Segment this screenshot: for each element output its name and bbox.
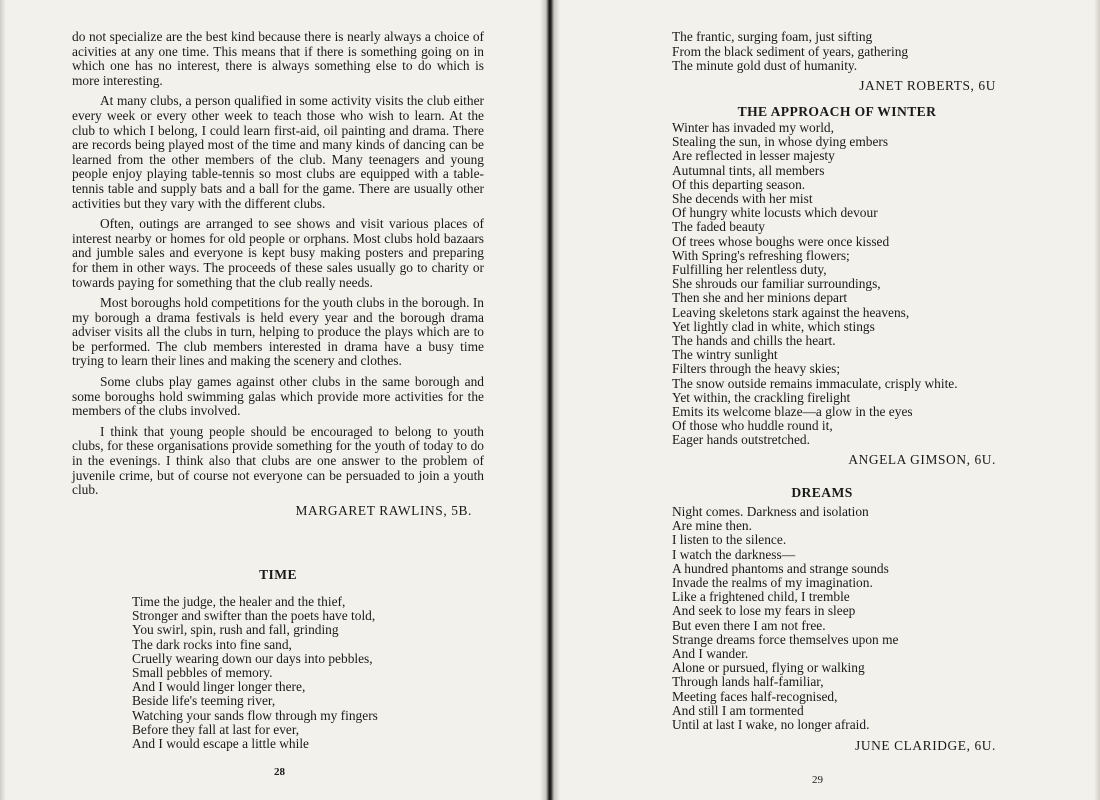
poem-line: A hundred phantoms and strange sounds bbox=[672, 560, 889, 576]
poem-line: Cruelly wearing down our days into pebbles, bbox=[132, 650, 373, 666]
poem-line: Yet within, the crackling firelight bbox=[672, 389, 851, 405]
poem-line: Beside life's teeming river, bbox=[132, 693, 276, 709]
poem-line: Autumnal tints, all members bbox=[672, 162, 825, 178]
poem-line: Stronger and swifter than the poets have told, bbox=[132, 608, 376, 624]
poem-line: Invade the realms of my imagination. bbox=[672, 575, 873, 591]
page-edge-shadow bbox=[0, 0, 6, 800]
poem-line: Of this departing season. bbox=[672, 176, 806, 192]
poem-line: The wintry sunlight bbox=[672, 347, 778, 363]
poem-line: Like a frightened child, I tremble bbox=[672, 589, 850, 605]
poem-approach-of-winter bbox=[672, 121, 1002, 448]
page-number: 29 bbox=[812, 774, 823, 786]
poem-line: Are mine then. bbox=[672, 518, 752, 534]
poem-line: Fulfilling her relentless duty, bbox=[672, 262, 827, 278]
poem-line: Of hungry white locusts which devour bbox=[672, 205, 878, 221]
author-signature: ANGELA GIMSON, 6U. bbox=[848, 452, 996, 467]
book-gutter bbox=[540, 0, 560, 800]
poem-line: The faded beauty bbox=[672, 219, 765, 235]
poem-line: The dark rocks into fine sand, bbox=[132, 636, 292, 652]
page-edge-shadow bbox=[1094, 0, 1100, 800]
essay-continuation bbox=[72, 30, 484, 518]
page-number: 28 bbox=[274, 766, 285, 778]
poem-line: Then she and her minions depart bbox=[672, 290, 848, 306]
poem-line: The frantic, surging foam, just sifting bbox=[672, 29, 873, 44]
poem-line: And still I am tormented bbox=[672, 702, 804, 718]
poem-line: She shrouds our familiar surroundings, bbox=[672, 276, 881, 292]
poem-line: Yet lightly clad in white, which stings bbox=[672, 318, 875, 334]
poem-line: Eager hands outstretched. bbox=[672, 432, 810, 448]
poem-line: Winter has invaded my world, bbox=[672, 120, 834, 135]
poem-line: Night comes. Darkness and isolation bbox=[672, 504, 869, 519]
poem-line: But even there I am not free. bbox=[672, 617, 826, 633]
poem-line: Of those who huddle round it, bbox=[672, 418, 833, 434]
poem-continuation bbox=[672, 30, 1002, 74]
essay-paragraph: do not specialize are the best kind because there is nearly always a choice of acivities at any one time. This means that if there is something going on in which one has no interest, there is always something else to do which is more interesting. bbox=[72, 29, 484, 88]
essay-paragraph: Often, outings are arranged to see shows and visit various places of interest nearby or homes for old people or orphans. Most clubs hold bazaars and jumble sales and everyone is kept busy making posters and preparing for them in other ways. The proceeds of these sales usually go to charity or towards paying for something that the club really needs. bbox=[72, 216, 484, 290]
poem-line: I watch the darkness— bbox=[672, 546, 796, 562]
poem-line: Stealing the sun, in whose dying embers bbox=[672, 134, 889, 150]
poem-line: Before they fall at last for ever, bbox=[132, 721, 300, 737]
poem-line: The hands and chills the heart. bbox=[672, 333, 836, 349]
poem-line: Leaving skeletons stark against the heavens, bbox=[672, 304, 910, 320]
poem-line: And I would linger longer there, bbox=[132, 679, 306, 695]
poem-line: Watching your sands flow through my fingers bbox=[132, 707, 378, 723]
poem-line: The minute gold dust of humanity. bbox=[672, 58, 858, 74]
poem-line: And I would escape a little while bbox=[132, 736, 310, 752]
poem-time bbox=[72, 567, 484, 751]
poem-line: And I wander. bbox=[672, 646, 749, 662]
poem-title: TIME bbox=[259, 567, 297, 582]
poem-line: Emits its welcome blaze—a glow in the eyes bbox=[672, 404, 913, 420]
author-signature: JUNE CLARIDGE, 6U. bbox=[855, 738, 996, 753]
poem-line: Meeting faces half-recognised, bbox=[672, 688, 838, 704]
poem-line: Filters through the heavy skies; bbox=[672, 361, 841, 377]
essay-paragraph: I think that young people should be encouraged to belong to youth clubs, for these organisations provide something for the youth of today to do in the evenings. I think also that clubs are one answer to the problem of juvenile crime, but of course not everyone can be persuaded to join a youth club. bbox=[72, 423, 484, 498]
poem-lines bbox=[132, 595, 484, 751]
poem-line: With Spring's refreshing flowers; bbox=[672, 247, 850, 263]
poem-line: Are reflected in lesser majesty bbox=[672, 148, 835, 164]
poem-line: And seek to lose my fears in sleep bbox=[672, 603, 856, 619]
poem-line: The snow outside remains immaculate, crisply white. bbox=[672, 375, 958, 391]
author-signature: MARGARET RAWLINS, 5B. bbox=[295, 502, 472, 518]
poem-line: Time the judge, the healer and the thief, bbox=[132, 594, 346, 609]
poem-line: You swirl, spin, rush and fall, grinding bbox=[132, 622, 339, 638]
poem-line: Strange dreams force themselves upon me bbox=[672, 631, 899, 647]
essay-paragraph: At many clubs, a person qualified in some activity visits the club either every week or every other week to teach those who wish to learn. At the club to which I belong, I could learn first-aid, oil painting and drama. There are records being played most of the time and many kinds of dancing can be learned from the other members of the club. Many teenagers and young people enjoy playing table-tennis so most clubs are equipped with a table-tennis table and supply bats and a ball for the game. There are usually other activities but they vary with the different clubs. bbox=[72, 93, 484, 211]
essay-paragraph: Some clubs play games against other clubs in the same borough and some boroughs hold swimming galas which provide more activities for the members of the clubs involved. bbox=[72, 374, 484, 419]
poem-line: Until at last I wake, no longer afraid. bbox=[672, 717, 870, 733]
poem-dreams bbox=[672, 505, 1002, 732]
poem-line: From the black sediment of years, gathering bbox=[672, 43, 909, 59]
poem-line: Of trees whose boughs were once kissed bbox=[672, 233, 890, 249]
poem-line: Through lands half-familiar, bbox=[672, 674, 824, 690]
poem-line: I listen to the silence. bbox=[672, 532, 787, 548]
author-signature: JANET ROBERTS, 6U bbox=[859, 78, 996, 93]
poem-line: She decends with her mist bbox=[672, 191, 813, 207]
poem-line: Alone or pursued, flying or walking bbox=[672, 660, 865, 676]
poem-title: THE APPROACH OF WINTER bbox=[737, 104, 937, 119]
essay-paragraph: Most boroughs hold competitions for the youth clubs in the borough. In my borough a drama festivals is held every year and the borough drama adviser visits all the clubs in turn, helping to produce the plays which are to be performed. The club members interested in drama have a busy time trying to learn their lines and making the scenery and clothes. bbox=[72, 295, 484, 369]
left-page bbox=[0, 0, 546, 800]
poem-line: Small pebbles of memory. bbox=[132, 665, 273, 681]
poem-title: DREAMS bbox=[791, 485, 853, 500]
